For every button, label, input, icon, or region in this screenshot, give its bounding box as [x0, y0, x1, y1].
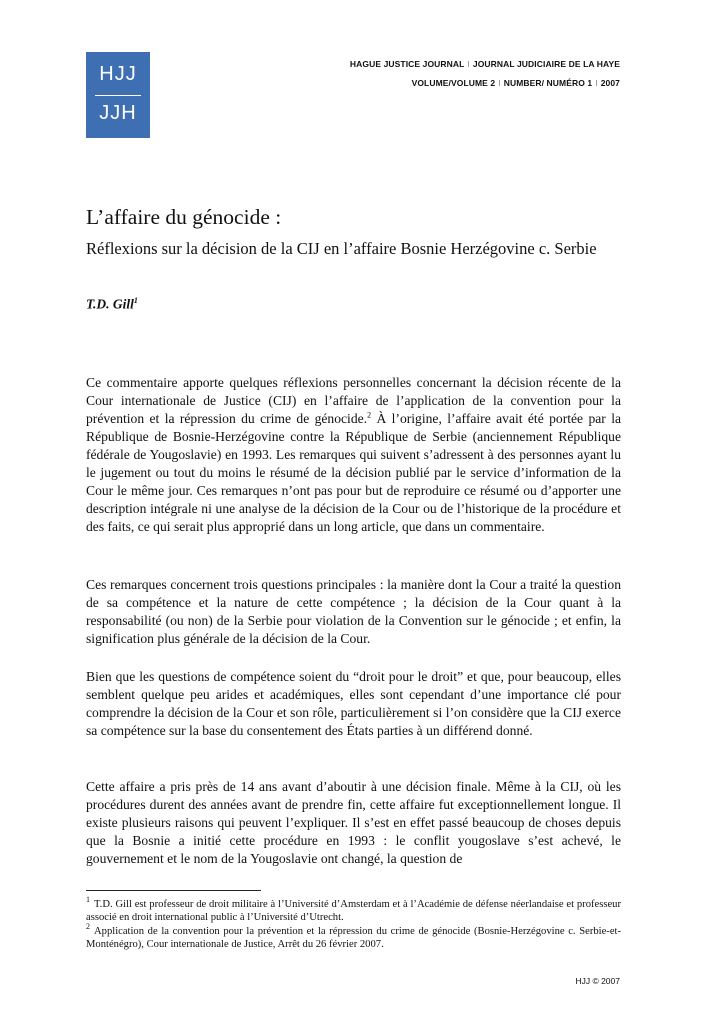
logo-divider [95, 95, 141, 96]
paragraph-3: Bien que les questions de compétence soient du “droit pour le droit” et que, pour beaucoup, elles semblent quelque peu arides et académiques, elles sont cependant d’une importance clé pour comprendre la décision de la Cour et son rôle, particulièrement si l’on considère que la CIJ exerce sa compétence sur la base du consentement des États parties à un différend donné. [86, 669, 621, 738]
author-footnote-ref[interactable]: 1 [133, 296, 138, 305]
journal-year: 2007 [600, 78, 620, 88]
paragraph-2: Ces remarques concernent trois questions principales : la manière dont la Cour a traité la question de sa compétence et la nature de cette compétence ; la décision de la Cour quant à la responsabilité (ou non) de la Serbie pour violation de la Convention sur le génocide ; et enfin, la signification plus générale de la décision de la Cour. [86, 577, 621, 646]
footnote-ref-2[interactable]: 2 [367, 410, 372, 420]
journal-name-en: HAGUE JUSTICE JOURNAL [349, 59, 465, 69]
footnote-1-text: T.D. Gill est professeur de droit militaire à l’Université d’Amsterdam et à l’Académie de défense néerlandaise et professeur associé en droit international public à l’Université d’Utrecht. [86, 899, 621, 923]
journal-name-line [350, 59, 620, 69]
footnote-2-text: Application de la convention pour la prévention et la répression du crime de génocide (Bosnie-Herzégovine c. Serbie-et-Monténégro), Cour internationale de Justice, Arrêt du 26 février 2007. [86, 926, 621, 950]
header-separator: I [467, 59, 470, 69]
author-name: T.D. Gill [86, 296, 134, 312]
footnote-1-number: 1 [86, 895, 90, 905]
footnote-divider [86, 890, 261, 891]
paragraph-1-text-b: À l’origine, l’affaire avait été portée par la République de Bosnie-Herzégovine contre la République de Serbie (anciennement République fédérale de Yougoslavie) en 1993. Les remarques qui suivent s’adressent à des personnes ayant lu le jugement ou tout du moins le résumé de la décision publié par le service d’information de la Cour le même jour. Ces remarques n’ont pas pour but de reproduire ce résumé ou d’apporter une description intégrale ni une analyse de la décision de la Cour ou de l’historique de la procédure et des faits, ce qui serait plus approprié dans un long article, que dans un commentaire. [86, 411, 621, 534]
article-subtitle: Réflexions sur la décision de la CIJ en l’affaire Bosnie Herzégovine c. Serbie [86, 239, 597, 258]
article-author [86, 296, 138, 313]
paragraph-1 [86, 374, 621, 536]
journal-issue-line [412, 78, 620, 88]
footnote-2 [86, 922, 621, 951]
journal-logo [86, 52, 150, 138]
paragraph-4: Cette affaire a pris près de 14 ans avant d’aboutir à une décision finale. Même à la CIJ, où les procédures durent des années avant de prendre fin, cette affaire fut exceptionnellement longue. Il existe plusieurs raisons qui peuvent l’expliquer. Il s’est en effet passé beaucoup de choses depuis que la Bosnie a initié cette procédure en 1993 : le conflit yougoslave s’est achevé, le gouvernement et le nom de la Yougoslavie ont changé, la question de [86, 779, 621, 866]
article-title: L’affaire du génocide : [86, 205, 282, 229]
journal-name-fr: JOURNAL JUDICIAIRE DE LA HAYE [472, 59, 620, 69]
logo-text-top: HJJ [99, 63, 137, 85]
footnote-1 [86, 895, 621, 924]
journal-number: NUMBER/ NUMÉRO 1 [503, 78, 593, 88]
paragraph-1-text-a: Ce commentaire apporte quelques réflexions personnelles concernant la décision récente de la Cour internationale de Justice (CIJ) en l’affaire de l’application de la convention pour la prévention et la répression du crime de génocide. [86, 375, 621, 426]
footnote-2-number: 2 [86, 922, 90, 932]
header-separator: I [595, 78, 598, 88]
page-footer-copyright: HJJ © 2007 [575, 976, 620, 986]
journal-volume: VOLUME/VOLUME 2 [411, 78, 496, 88]
logo-text-bottom: JJH [99, 102, 137, 124]
header-separator: I [498, 78, 501, 88]
